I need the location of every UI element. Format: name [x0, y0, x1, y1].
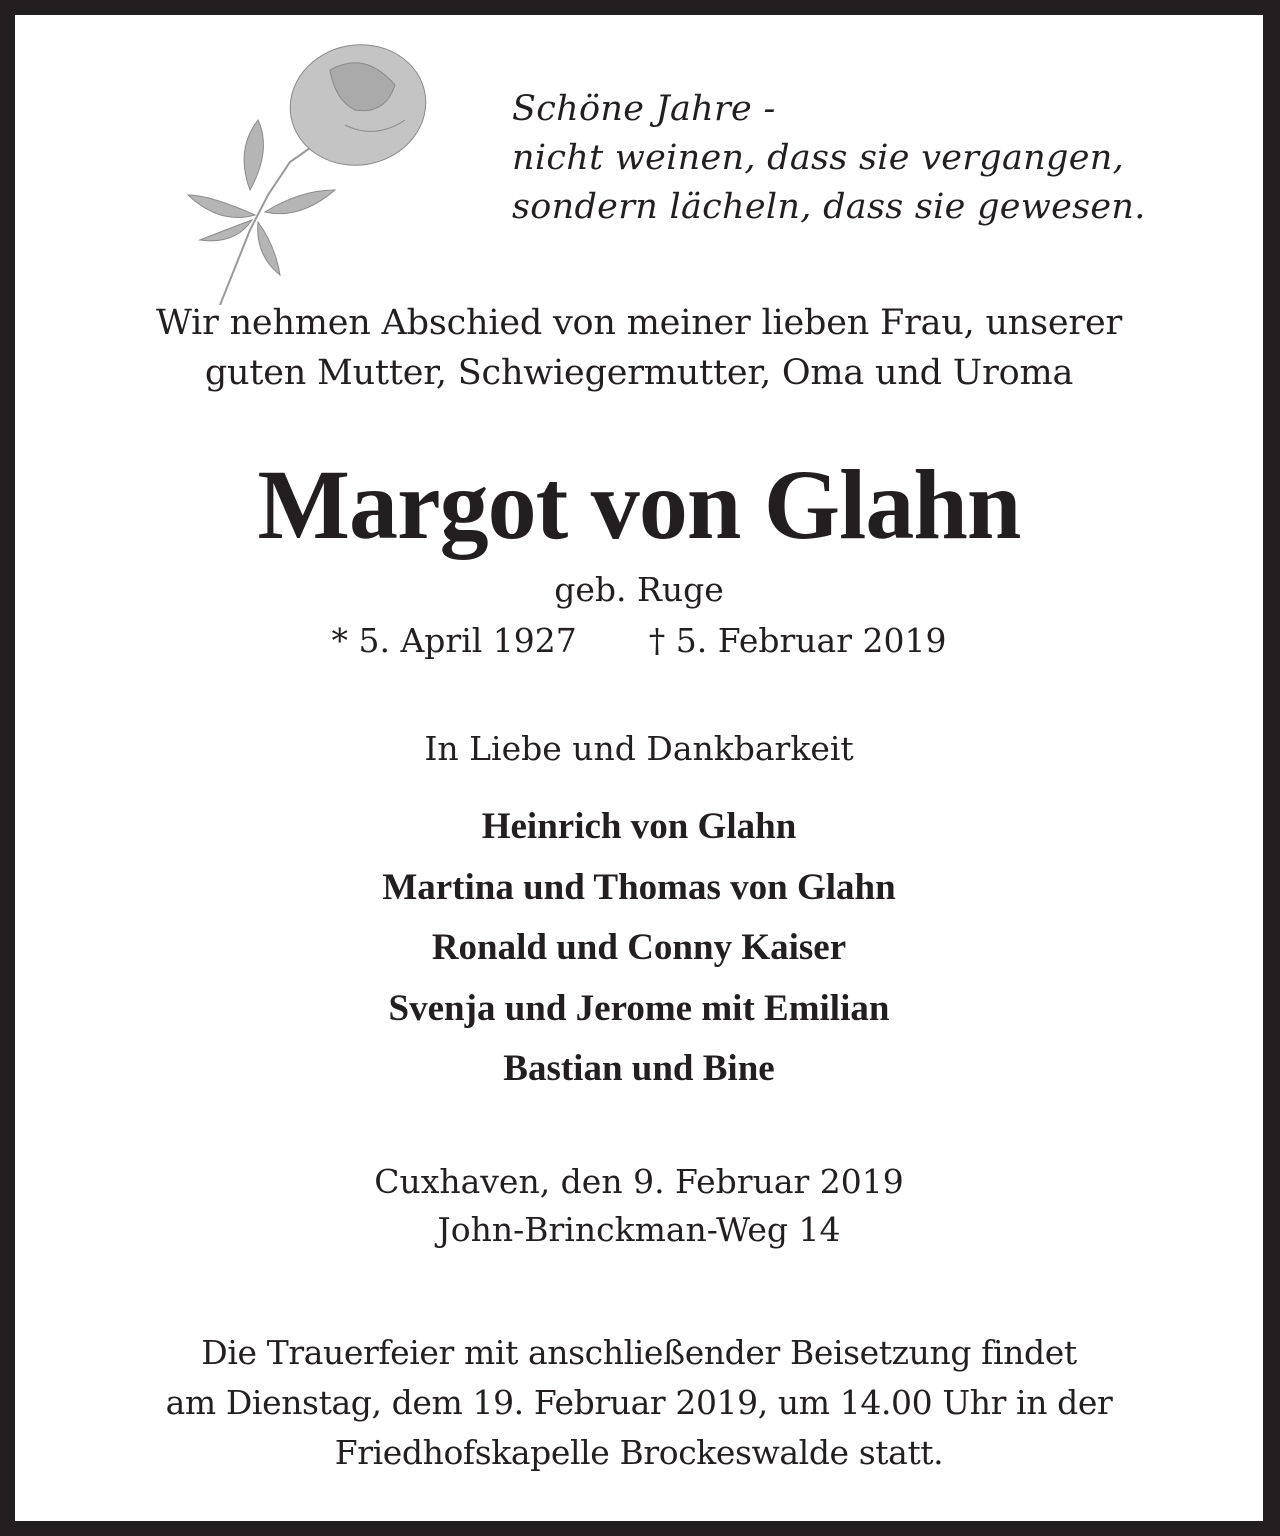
- motto-line: sondern lächeln, dass sie gewesen.: [512, 187, 1146, 227]
- mourner-name: Martina und Thomas von Glahn: [382, 866, 896, 908]
- deceased-name: Margot von Glahn: [257, 449, 1021, 560]
- rose-icon: [150, 30, 440, 305]
- obituary-card: [15, 15, 1263, 1521]
- mourner-name: Bastian und Bine: [503, 1048, 775, 1089]
- motto-quote: [512, 85, 1146, 232]
- service-line: Die Trauerfeier mit anschließender Beisetzung findet: [201, 1333, 1077, 1372]
- intro-line: guten Mutter, Schwiegermutter, Oma und Uroma: [204, 353, 1074, 393]
- mourner-name: Ronald und Conny Kaiser: [431, 927, 847, 968]
- life-dates: [15, 620, 1263, 662]
- mourners-list: [15, 797, 1263, 1100]
- birth-date: * 5. April 1927: [331, 621, 577, 660]
- mourners-heading: In Liebe und Dankbarkeit: [424, 729, 854, 768]
- date-line: Cuxhaven, den 9. Februar 2019: [374, 1162, 904, 1201]
- motto-line: Schöne Jahre -: [512, 89, 776, 129]
- maiden-name: geb. Ruge: [554, 570, 724, 609]
- death-date: † 5. Februar 2019: [648, 621, 947, 660]
- motto-line: nicht weinen, dass sie vergangen,: [512, 138, 1125, 178]
- intro-text: [15, 298, 1263, 398]
- place-and-date: [15, 1158, 1263, 1254]
- intro-line: Wir nehmen Abschied von meiner lieben Frau, unserer: [155, 303, 1122, 343]
- service-line: am Dienstag, dem 19. Februar 2019, um 14.00 Uhr in der: [165, 1383, 1113, 1422]
- service-line: Friedhofskapelle Brockeswalde statt.: [334, 1433, 944, 1472]
- service-info: [15, 1328, 1263, 1478]
- mourner-name: Svenja und Jerome mit Emilian: [388, 987, 890, 1029]
- address: John-Brinckman-Weg 14: [437, 1210, 841, 1249]
- mourner-name: Heinrich von Glahn: [481, 806, 797, 847]
